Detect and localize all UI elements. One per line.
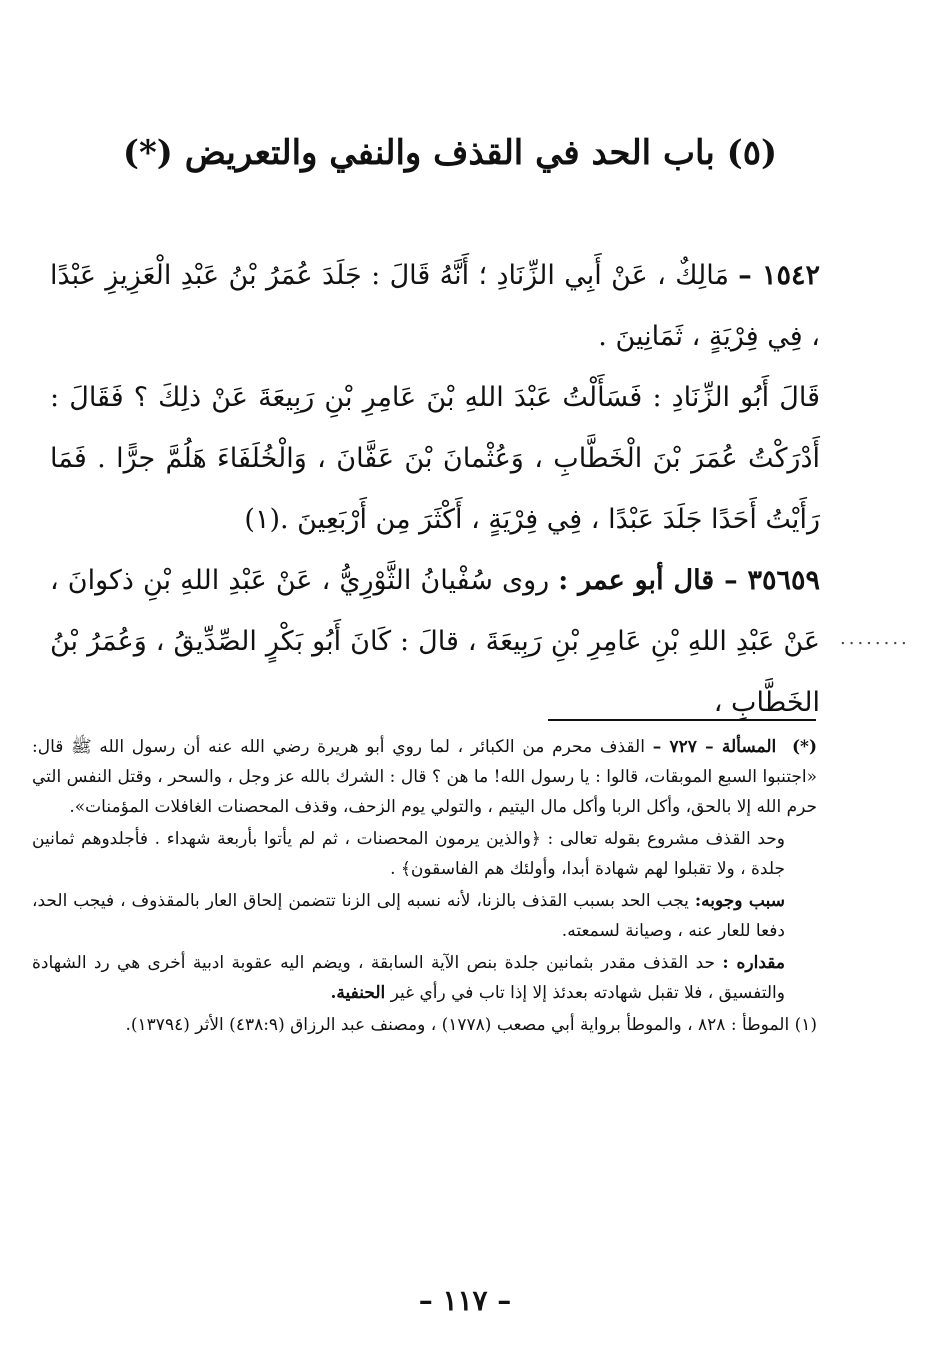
footnote-star-marker: (*)	[792, 737, 817, 757]
margin-dots: ........	[840, 628, 910, 649]
main-text	[50, 245, 820, 733]
footnote-amount-end: الحنفية.	[330, 983, 386, 1003]
hadith-paragraph-1542	[50, 245, 820, 367]
commentary-paragraph-35659	[50, 550, 820, 733]
footnote-amount-label: مقداره :	[722, 953, 785, 973]
page-number: – ١١٧ –	[418, 1284, 512, 1317]
footnote-star	[32, 732, 817, 822]
footnote-star-text: القذف محرم من الكبائر ، لما روي أبو هريرة رضي الله عنه أن رسول الله ﷺ قال: «اجتنبوا السبع الموبقات، قالوا : يا رسول الله! ما هن ؟ قال : الشرك بالله عز وجل ، والسحر ، وقتل النفس التي حرم الله إلا بالحق، وأكل الربا وأكل مال اليتيم ، والتولي يوم الزحف، وقذف المحصنات الغافلات المؤمنات».	[32, 737, 817, 817]
chapter-title: (٥) باب الحد في القذف والنفي والتعريض (*)	[122, 133, 778, 173]
footnote-amount	[32, 948, 817, 1008]
footnote-divider	[548, 719, 816, 721]
footnote-cause	[32, 886, 817, 946]
commentary-number: ٣٥٦٥٩ – قال أبو عمر :	[558, 565, 820, 596]
narration-paragraph: قَالَ أَبُو الزِّنَادِ : فَسَأَلْتُ عَبْدَ اللهِ بْنَ عَامِرِ بْنِ رَبِيعَةَ عَنْ ذلِكَ ؟ فَقَالَ : أَدْرَكْتُ عُمَرَ بْنَ الْخَطَّابِ ، وَعُثْمانَ بْنَ عَفَّانَ ، وَالْخُلَفَاءَ هَلُمَّ جرًّا . فَمَا رَأَيْتُ أَحَدًا جَلَدَ عَبْدًا ، فِي فِرْيَةٍ ، أَكْثَرَ مِن أَرْبَعِينَ .(١)	[50, 382, 820, 535]
commentary-text: روى سُفْيانُ الثَّوْرِيُّ ، عَنْ عَبْدِ اللهِ بْنِ ذكوانَ ، عَنْ عَبْدِ اللهِ بْنِ عَامِرِ بْنِ رَبِيعَةَ ، قالَ : كَانَ أَبُو بَكْرٍ الصِّدِّيقُ ، وَعُمَرُ بْنُ الخَطَّابِ ،	[50, 565, 820, 718]
footnote-cause-text: يجب الحد بسبب القذف بالزنا، لأنه نسبه إلى الزنا تتضمن إلحاق العار بالمقذوف ، فيجب الحد، دفعا للعار عنه ، وصيانة لسمعته.	[32, 891, 785, 941]
footnote-star-heading: المسألة – ٧٢٧ –	[652, 737, 777, 757]
footnotes	[32, 732, 817, 1042]
footnote-ref-1: (١) الموطأ : ٨٢٨ ، والموطأ برواية أبي مصعب (١٧٧٨) ، ومصنف عبد الرزاق (٤٣٨:٩) الأثر (١٣٧٩٤).	[125, 1015, 817, 1035]
footnote-cause-label: سبب وجوبه:	[694, 891, 785, 911]
hadith-number: ١٥٤٢ –	[738, 260, 820, 291]
footnote-amount-text: حد القذف مقدر بثمانين جلدة بنص الآية السابقة ، ويضم اليه عقوبة ادبية أخرى هي رد الشهادة والتفسيق ، فلا تقبل شهادته بعدئذ إلا إذا تاب في رأي غير	[32, 953, 785, 1003]
footnote-hadd: وحد القذف مشروع بقوله تعالى : ﴿والذين يرمون المحصنات ، ثم لم يأتوا بأربعة شهداء . فأجلدوهم ثمانين جلدة ، ولا تقبلوا لهم شهادة أبدا، وأولئك هم الفاسقون﴾ .	[32, 829, 785, 879]
hadith-text: مَالِكٌ ، عَنْ أَبِي الزِّنَادِ ؛ أَنَّهُ قَالَ : جَلَدَ عُمَرُ بْنُ عَبْدِ الْعَزِيزِ عَبْدًا ، فِي فِرْيَةٍ ، ثَمَانِينَ .	[50, 260, 820, 352]
